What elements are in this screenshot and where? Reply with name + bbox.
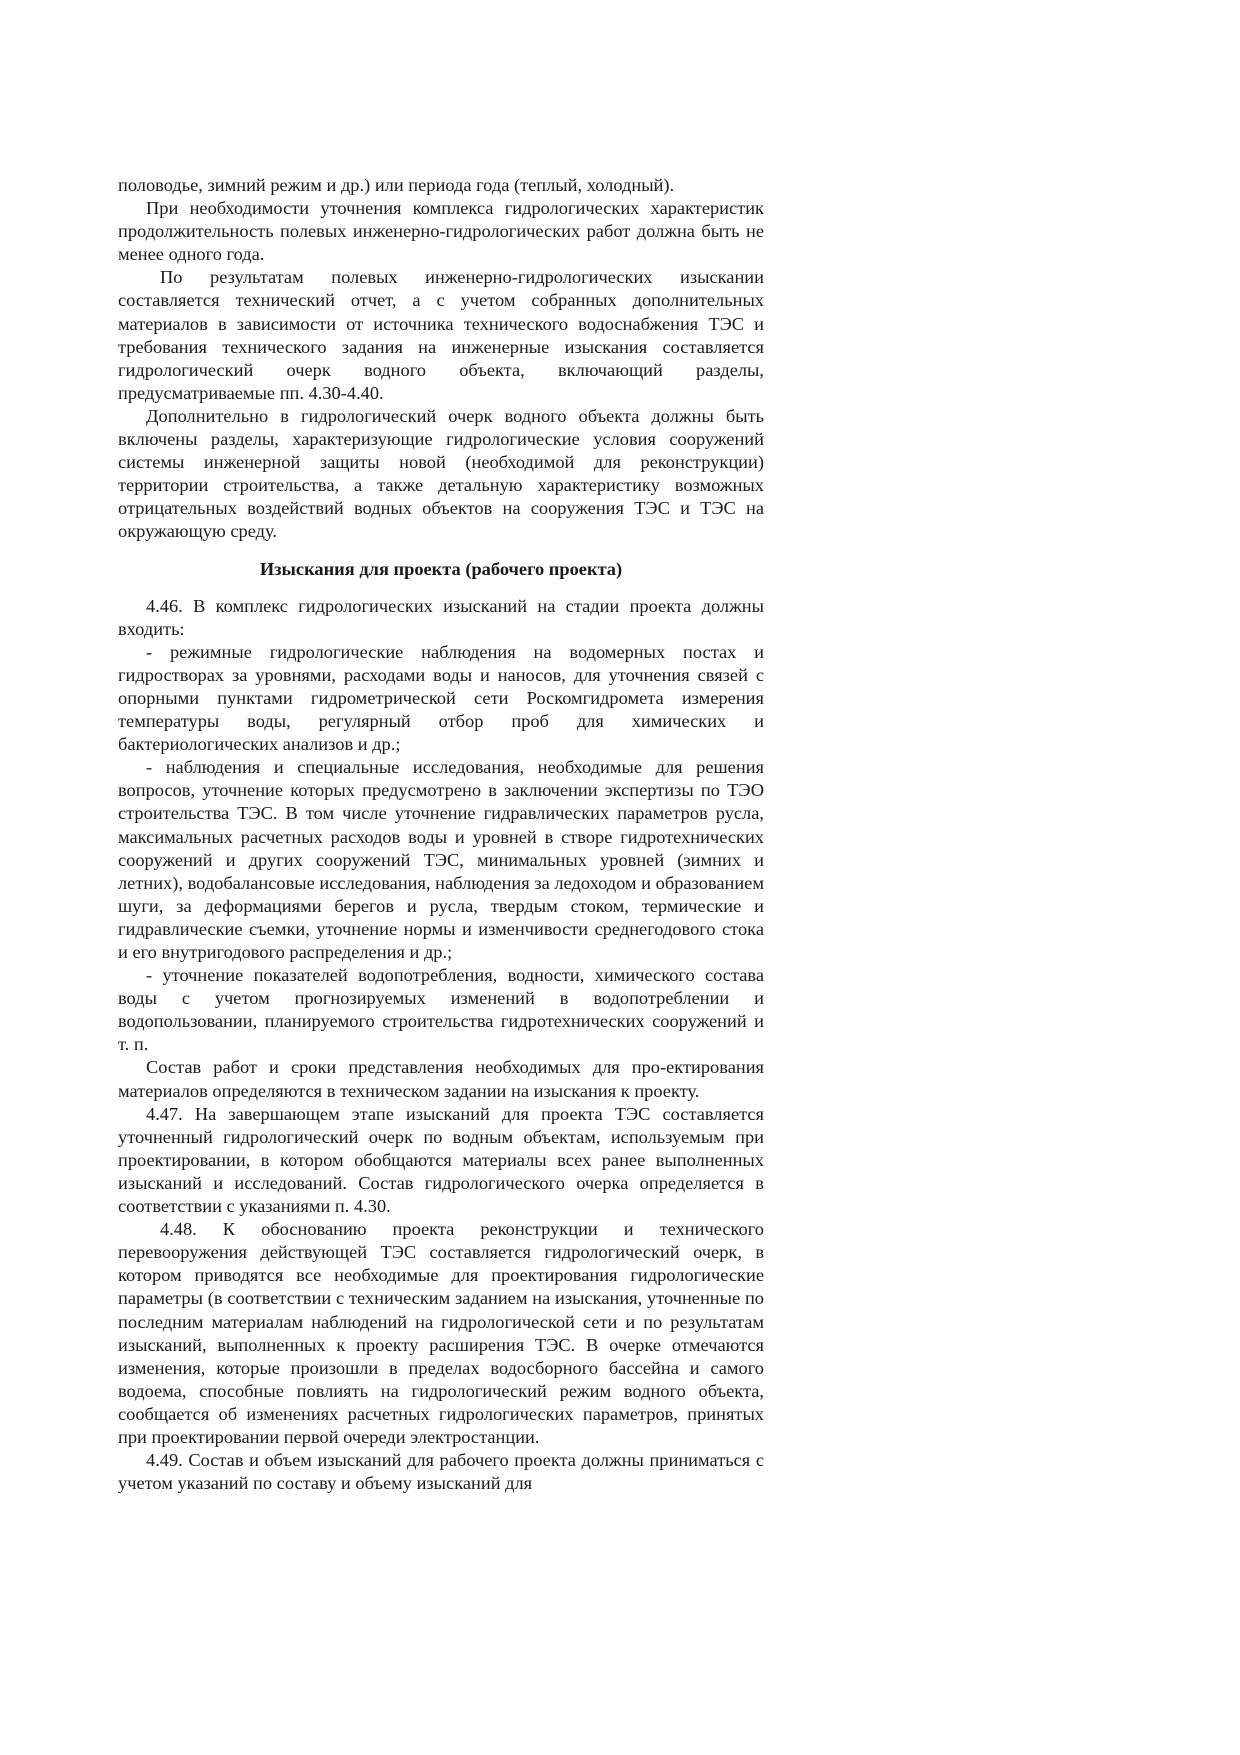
paragraph-4-48: 4.48. К обоснованию проекта реконструкции и технического перевооружения действующей ТЭС составляется гидрологический очерк, в котором приводятся все необходимые для проектирования гидрологические параметры (в соответствии с техническим заданием на изыскания, уточненные по последним материалам наблюдений на гидрологической сети и по результатам изысканий, выполненных к проекту расширения ТЭС. В очерке отмечаются изменения, которые произошли в пределах водосборного бассейна и самого водоема, способные повлиять на гидрологический режим водного объекта, сообщается об изменениях расчетных гидрологических параметров, принятых при проектировании первой очереди электростанции.: [118, 1219, 764, 1447]
paragraph-continuation: половодье, зимний режим и др.) или периода года (теплый, холодный).: [118, 175, 675, 195]
paragraph-4-47: 4.47. На завершающем этапе изысканий для проекта ТЭС составляется уточненный гидрологический очерк по водным объектам, используемым при проектировании, в котором обобщаются материалы всех ранее выполненных изысканий и исследований. Состав гидрологического очерка определяется в соответствии с указаниями п. 4.30.: [118, 1103, 764, 1217]
document-page: [118, 174, 764, 1495]
paragraph-field-duration: При необходимости уточнения комплекса гидрологических характеристик продолжительность полевых инженерно-гидрологических работ должна быть не менее одного года.: [118, 198, 764, 265]
paragraph-additional-sections: Дополнительно в гидрологический очерк водного объекта должны быть включены разделы, характеризующие гидрологические условия сооружений системы инженерной защиты новой (необходимой для реконструкции) территории строительства, а также детальную характеристику возможных отрицательных воздействий водных объектов на сооружения ТЭС и ТЭС на окружающую среду.: [118, 405, 764, 542]
list-item-special-studies: - наблюдения и специальные исследования, необходимые для решения вопросов, уточнение которых предусмотрено в заключении экспертизы по ТЭО строительства ТЭС. В том числе уточнение гидравлических параметров русла, максимальных расчетных расходов воды и уровней в створе гидротехнических сооружений и других сооружений ТЭС, минимальных уровней (зимних и летних), водобалансовые исследования, наблюдения за ледоходом и образованием шуги, за деформациями берегов и русла, твердым стоком, термические и гидравлические съемки, уточнение нормы и изменчивости среднегодового стока и его внутригодового распределения и др.;: [118, 757, 764, 962]
paragraph-work-schedule: Состав работ и сроки представления необходимых для про-ектирования материалов определяются в техническом задании на изыскания к проекту.: [118, 1057, 764, 1101]
list-item-water-consumption: - уточнение показателей водопотребления, водности, химического состава воды с учетом прогнозируемых изменений в водопотреблении и водопользовании, планируемого строительства гидротехнических сооружений и т. п.: [118, 965, 764, 1055]
paragraph-technical-report: По результатам полевых инженерно-гидрологических изыскании составляется технический отчет, а с учетом собранных дополнительных материалов в зависимости от источника технического водоснабжения ТЭС и требования технического задания на инженерные изыскания составляется гидрологический очерк водного объекта, включающий разделы, предусматриваемые пп. 4.30-4.40.: [118, 267, 764, 403]
paragraph-4-46: 4.46. В комплекс гидрологических изысканий на стадии проекта должны входить:: [118, 595, 764, 639]
section-heading: Изыскания для проекта (рабочего проекта): [259, 558, 623, 579]
paragraph-4-49: 4.49. Состав и объем изысканий для рабочего проекта должны приниматься с учетом указаний по составу и объему изысканий для: [118, 1450, 764, 1494]
list-item-regime-observations: - режимные гидрологические наблюдения на водомерных постах и гидростворах за уровнями, расходами воды и наносов, для уточнения связей с опорными пунктами гидрометрической сети Роскомгидромета измерения температуры воды, регулярный отбор проб для химических и бактериологических анализов и др.;: [118, 641, 764, 755]
